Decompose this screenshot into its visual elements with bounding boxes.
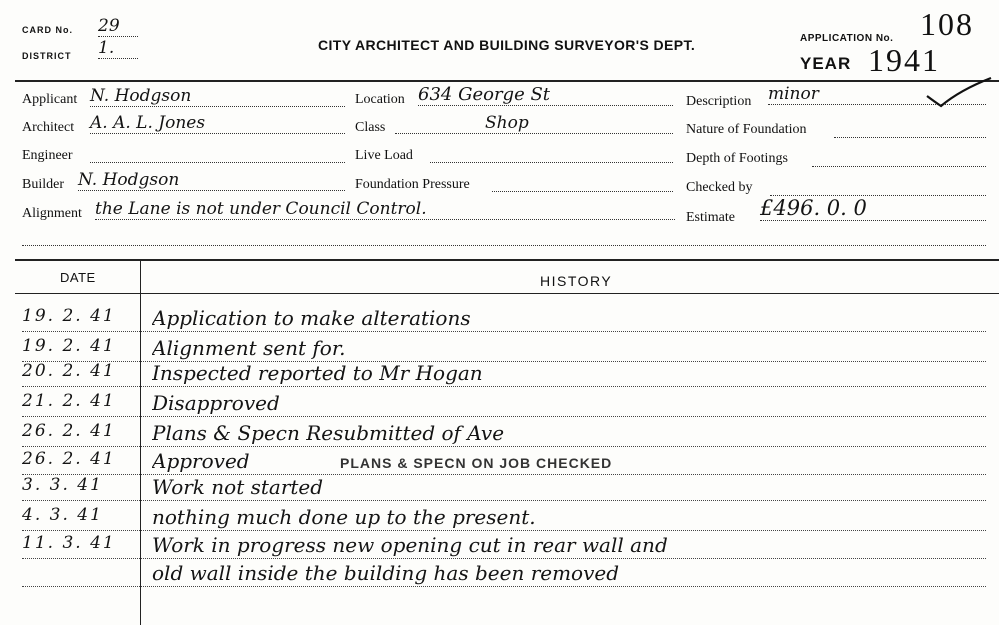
- foundation-pressure-label: Foundation Pressure: [355, 177, 470, 192]
- history-row-date: 11. 3. 41: [22, 533, 116, 553]
- estimate-value: £496. 0. 0: [760, 196, 986, 221]
- history-row-date: 19. 2. 41: [22, 336, 116, 356]
- builder-value: N. Hodgson: [78, 170, 345, 191]
- foundation-pressure-value: [492, 172, 673, 192]
- application-no-label: APPLICATION No.: [800, 33, 894, 44]
- applicant-value: N. Hodgson: [90, 86, 345, 107]
- history-row: [0, 306, 999, 332]
- history-row-text: Inspected reported to Mr Hogan: [152, 361, 483, 385]
- checked-by-label: Checked by: [686, 180, 753, 195]
- history-row-line: [22, 530, 986, 531]
- alignment-label: Alignment: [22, 206, 82, 221]
- district-value: 1.: [98, 38, 138, 59]
- history-row-text: Approved: [152, 449, 250, 473]
- history-row-line: [22, 586, 986, 587]
- alignment-value: the Lane is not under Council Control.: [95, 199, 675, 220]
- history-row-text: Work not started: [152, 475, 324, 499]
- history-row-text: Work in progress new opening cut in rear wall and: [152, 533, 668, 557]
- class-value: Shop: [395, 113, 673, 134]
- location-label: Location: [355, 92, 405, 107]
- architect-value: A. A. L. Jones: [90, 113, 345, 134]
- history-row-line: [22, 416, 986, 417]
- history-row: [0, 336, 999, 362]
- history-row-date: 19. 2. 41: [22, 306, 116, 326]
- history-row: [0, 533, 999, 559]
- engineer-value: [90, 143, 345, 163]
- history-row-line: [22, 331, 986, 332]
- header-rule: [15, 80, 999, 82]
- description-label: Description: [686, 94, 752, 109]
- checkmark-icon: [925, 76, 995, 110]
- live-load-label: Live Load: [355, 148, 413, 163]
- history-row-text: Application to make alterations: [152, 306, 471, 330]
- history-row: [0, 421, 999, 447]
- application-no-value: 108: [920, 6, 974, 42]
- description-value: minor: [768, 84, 986, 105]
- history-row-line: [22, 558, 986, 559]
- district-label: DISTRICT: [22, 51, 72, 61]
- nature-foundation-label: Nature of Foundation: [686, 122, 807, 137]
- card-no-value: 29: [98, 16, 138, 37]
- job-checked-stamp: PLANS & SPECN ON JOB CHECKED: [340, 455, 613, 471]
- history-row-line: [22, 386, 986, 387]
- class-label: Class: [355, 120, 386, 135]
- history-row-text: Plans & Specn Resubmitted of Ave: [152, 421, 505, 445]
- depth-footings-label: Depth of Footings: [686, 151, 788, 166]
- history-row: [0, 475, 999, 501]
- builder-label: Builder: [22, 177, 64, 192]
- history-row-date: 21. 2. 41: [22, 391, 116, 411]
- history-header-rule: [15, 293, 999, 294]
- engineer-label: Engineer: [22, 148, 73, 163]
- live-load-value: [430, 143, 673, 163]
- history-row: [0, 391, 999, 417]
- history-row-date: 26. 2. 41: [22, 421, 116, 441]
- nature-foundation-value: [834, 118, 986, 138]
- history-row-text: old wall inside the building has been removed: [152, 561, 620, 585]
- history-top-rule: [15, 259, 999, 261]
- history-row: [0, 505, 999, 531]
- department-title: CITY ARCHITECT AND BUILDING SURVEYOR'S DEPT.: [318, 37, 696, 53]
- year-value: 1941: [868, 42, 940, 78]
- history-row-text: nothing much done up to the present.: [152, 505, 536, 529]
- fields-blank-line: [22, 244, 986, 246]
- history-row-text: Disapproved: [152, 391, 280, 415]
- history-row-date: 20. 2. 41: [22, 361, 116, 381]
- card-no-label: CARD No.: [22, 25, 73, 35]
- history-row-line: [22, 446, 986, 447]
- history-row: [0, 561, 999, 587]
- applicant-label: Applicant: [22, 92, 78, 107]
- history-row-date: 3. 3. 41: [22, 475, 103, 495]
- history-row-date: 26. 2. 41: [22, 449, 116, 469]
- architect-label: Architect: [22, 120, 75, 135]
- history-row-text: Alignment sent for.: [152, 336, 346, 360]
- history-row: [0, 361, 999, 387]
- depth-footings-value: [812, 147, 986, 167]
- estimate-label: Estimate: [686, 210, 735, 225]
- history-row-date: 4. 3. 41: [22, 505, 103, 525]
- year-label: YEAR: [800, 54, 852, 73]
- location-value: 634 George St: [418, 84, 673, 106]
- checked-by-value: [770, 176, 986, 196]
- history-row-line: [22, 500, 986, 501]
- history-header: HISTORY: [540, 273, 613, 289]
- date-header: DATE: [60, 270, 96, 285]
